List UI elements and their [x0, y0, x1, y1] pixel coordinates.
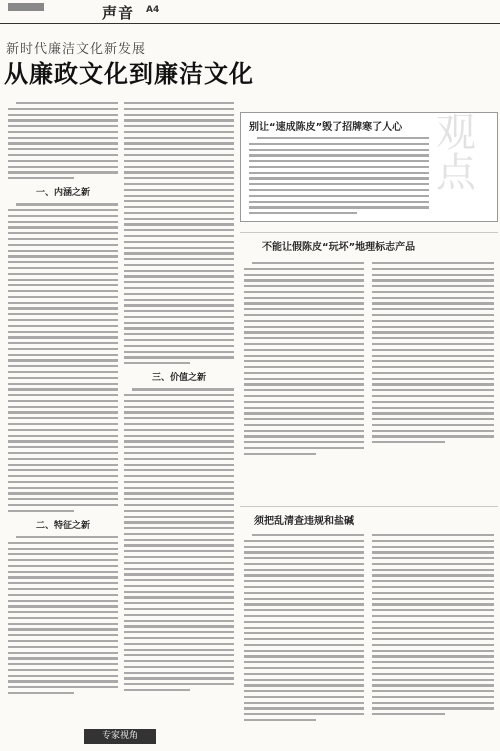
feature-2-column-1 — [244, 534, 364, 721]
article-column-2 — [124, 102, 234, 696]
text-block — [244, 262, 364, 455]
masthead — [0, 0, 500, 24]
text-block — [8, 102, 118, 179]
commentary-box — [240, 112, 498, 222]
page-number: A4 — [146, 5, 160, 15]
divider — [240, 506, 498, 507]
text-block — [372, 262, 494, 443]
newspaper-logo — [8, 3, 44, 11]
footer-label-bar — [84, 729, 156, 744]
subhead-2: 二、特征之新 — [35, 520, 90, 531]
article-headline: 从廉政文化到廉洁文化 — [4, 59, 254, 88]
text-block — [372, 534, 494, 715]
text-block — [8, 536, 118, 694]
feature-1-column-1 — [244, 262, 364, 455]
text-block — [124, 102, 234, 364]
feature-2-column-2 — [372, 534, 494, 715]
subhead-3: 三、价值之新 — [151, 373, 206, 384]
article-column-1 — [8, 102, 118, 694]
text-block — [124, 388, 234, 691]
subhead-1: 一、内涵之新 — [35, 188, 90, 199]
feature-1-column-2 — [372, 262, 494, 443]
feature-1-title: 不能让假陈皮“玩坏”地理标志产品 — [262, 242, 416, 253]
divider — [240, 232, 498, 233]
commentary-deco-text: 观点 — [436, 110, 476, 196]
article-kicker: 新时代廉洁文化新发展 — [6, 42, 147, 57]
feature-2-title: 须把乱清查违规和盐碱 — [254, 516, 354, 527]
commentary-body — [249, 137, 429, 214]
footer-label: 专家视角 — [101, 731, 138, 741]
text-block — [8, 203, 118, 512]
commentary-title: 别让“速成陈皮”毁了招牌寒了人心 — [249, 122, 403, 133]
text-block — [244, 534, 364, 721]
section-title: 声音 — [102, 4, 135, 22]
